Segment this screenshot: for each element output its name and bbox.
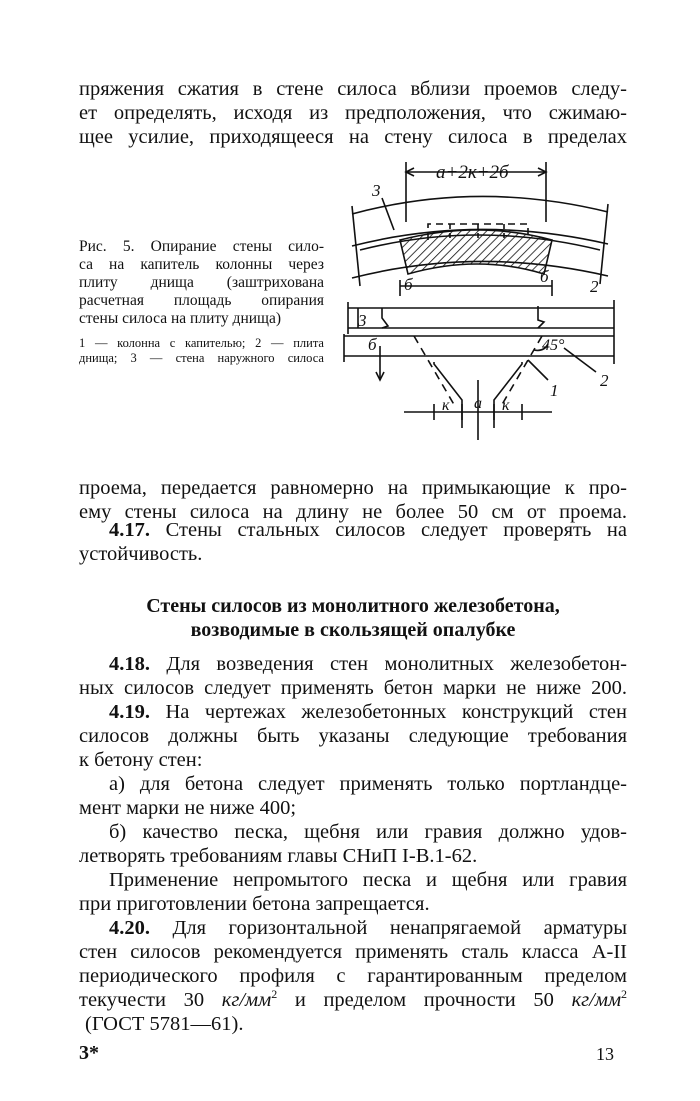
text-line: ных силосов следует применять бетон марки не ниже 200. [79,677,627,699]
section-heading: Стены силосов из монолитного железобетона, [146,595,560,617]
text-line: стен силосов рекомендуется применять сталь класса А-II [79,941,627,963]
caption-line: стены силоса на плиту днища) [79,310,282,327]
figure-legend [79,336,324,366]
para-4-20-line: 4.20. Для горизонтальной ненапрягаемой арматуры [109,917,627,939]
caption-line: Рис. 5. Опирание стены сило- [79,238,324,255]
para-4-19-line: 4.19. На чертежах железобетонных конструкций стен [109,701,627,723]
text-line: мент марки не ниже 400; [79,797,297,819]
legend-line: 1 — колонна с капителью; 2 — плита [79,336,324,350]
list-item-b: б) качество песка, щебня или гравия должно удов- [109,821,627,843]
angle-label: 45° [542,337,565,354]
para-number: 4.19. [109,701,150,723]
num-label-2-bottom: 2 [600,371,609,390]
signature-mark: 3* [79,1042,99,1064]
section-heading: возводимые в скользящей опалубке [190,619,516,641]
text-line: периодического профиля с гарантированным пределом [79,965,627,987]
text-line: к бетону стен: [79,749,203,771]
dim-label-top: а+2к+2б [436,162,509,183]
para-number: 4.18. [109,653,150,675]
caption-line: са на капитель колонны через [79,256,324,273]
dim-label-a: а [474,395,482,412]
text-line: Применение непромытого песка и щебня или гравия [109,869,627,891]
text-line: силосов должны быть указаны следующие требования [79,725,627,747]
list-item-a: а) для бетона следует применять только портландце- [109,773,627,795]
para-number: 4.17. [109,519,150,541]
para-4-17-line: 4.17. Стены стальных силосов следует проверять на [109,519,627,541]
legend-line: днища; 3 — стена наружного силоса [79,351,324,365]
para-number: 4.20. [109,917,150,939]
dim-label-b-left: б [404,275,413,294]
silo-wall-support-diagram [338,150,628,450]
dim-label-b-right: б [540,267,549,286]
text-line: пряжения сжатия в стене силоса вблизи проемов следу- [79,78,627,100]
unit: кг/мм [221,989,272,1011]
caption-line: плиту днища (заштрихована [79,274,324,291]
text-line: устойчивость. [79,543,203,565]
num-label-1: 1 [550,381,559,400]
unit: кг/мм [571,989,622,1011]
num-label-3-top: 3 [372,181,381,200]
figure-caption [79,238,324,328]
para-4-18-line: 4.18. Для возведения стен монолитных железобетон- [109,653,627,675]
text-line: щее усилие, приходящееся на стену силоса в пределах [79,126,627,148]
page-number: 13 [596,1044,614,1064]
dim-label-k-left: к [442,397,450,414]
text-line: ему стены силоса на длину не более 50 см от проема. [79,501,627,523]
text-line: при приготовлении бетона запрещается. [79,893,430,915]
text-line: (ГОСТ 5781—61). [85,1013,244,1035]
text-line: проема, передается равномерно на примыкающие к про- [79,477,627,499]
num-label-3-mid: 3 [358,311,367,330]
dim-label-k-right: к [502,397,510,414]
num-label-2-right: 2 [590,277,599,296]
dim-label-b-wall: б [368,335,377,354]
text-line: ет определять, исходя из предположения, что сжимаю- [79,102,627,124]
text-line: текучести 30 $кг/мм^2$ и пределом прочности 50 $кг/мм^2$ [79,988,627,1011]
caption-line: расчетная площадь опирания [79,292,324,309]
text-line: летворять требованиям главы СНиП I-В.1-62. [79,845,478,867]
